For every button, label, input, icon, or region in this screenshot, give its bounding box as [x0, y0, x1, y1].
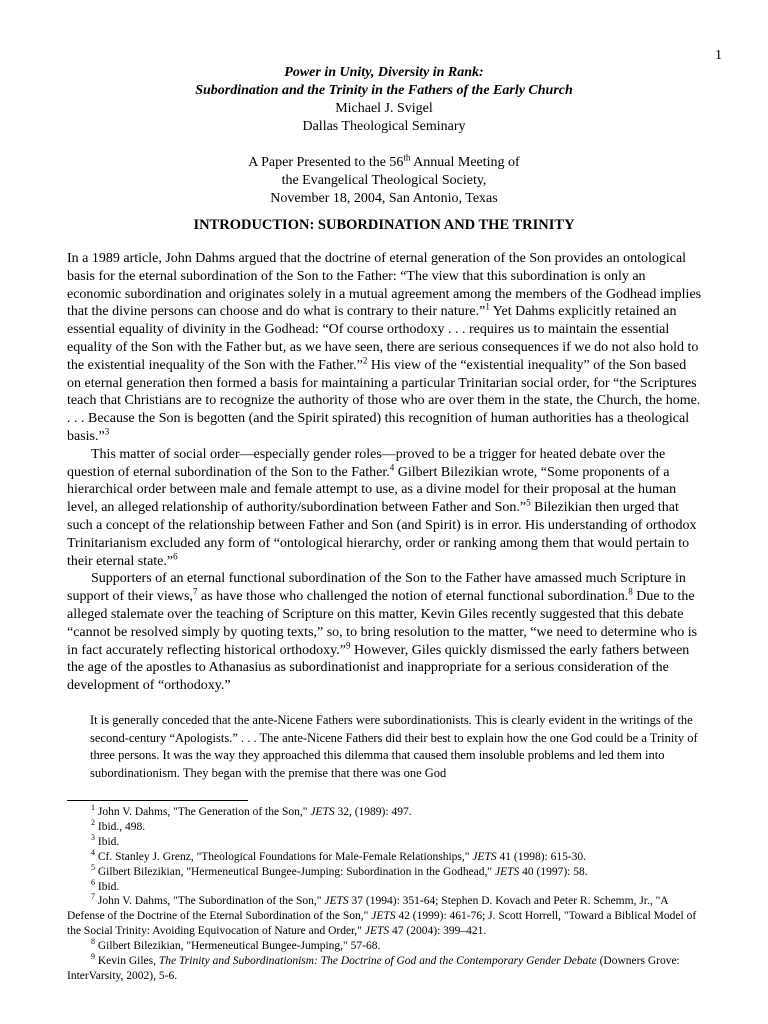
footnote-5: $^5$ Gilbert Bilezikian, "Hermeneutical Bungee-Jumping: Subordination in the Godhead," JETS 40 (1997): 58.: [91, 862, 588, 878]
footnote-ref: 8: [628, 586, 633, 597]
footnote-7: $^7$ John V. Dahms, "The Subordination of the Son," JETS 37 (1994): 351-64; Stephen D. Kovach and Peter R. Schemm, Jr., "A Defense of the Doctrine of the Eternal Subordination of the Son," JETS 42 (1999): 461-76; J. Scott Horrell, "Toward a Biblical Model of the Social Trinity: Avoiding Equivocation of Nature and Order," JETS 47 (2004): 399–421.: [67, 892, 697, 938]
date-place-line: November 18, 2004, San Antonio, Texas: [270, 191, 498, 206]
footnote-ref: 7: [192, 586, 198, 597]
footnote-ref: 4: [389, 461, 395, 472]
footnote-ref: 6: [173, 550, 178, 561]
title-line-1: Power in Unity, Diversity in Rank:: [284, 65, 484, 80]
section-heading: INTRODUCTION: SUBORDINATION AND THE TRINITY: [193, 217, 575, 233]
block-quote: It is generally conceded that the ante-Nicene Fathers were subordinationists. This is clearly evident in the writings of the second-century “Apologists.” . . . The ante-Nicene Fathers did their best to explain how the one God could be a Trinity of three persons. It was the way they approached this dilemma that caused them insoluble problems and led them into subordinationism. They began with the premise that there was one God: [90, 713, 698, 780]
footnote-divider: [67, 800, 248, 801]
footnote-ref: 1: [485, 301, 490, 312]
footnote-9: $^9$ Kevin Giles, The Trinity and Subordinationism: The Doctrine of God and the Contemporary Gender Debate (Downers Grove: InterVarsity, 2002), 5-6.: [67, 952, 680, 982]
footnote-2: $^2$ Ibid., 498.: [91, 818, 146, 833]
footnote-6: $^6$ Ibid.: [91, 877, 120, 893]
author: Michael J. Svigel: [335, 101, 433, 116]
footnote-ref: 5: [526, 497, 531, 508]
paragraph-1: In a 1989 article, John Dahms argued that the doctrine of eternal generation of the Son provides an ontological basis for the eternal subordination of the Son to the Father: “The view that this subordination is only an economic subordination and originates solely in a mutual agreement among the members of the Godhead implies that the divine persons can choose and do what is contrary to their nature.”$^1$ Yet Dahms explicitly retained an essential equality of divinity in the Godhead: “Of course orthodoxy . . . requires us to maintain the essential equality of the Son with the Father but, as we have seen, there are serious consequences if we do not also hold to the existential inequality of the Son with the Father.”$^2$ His view of the “existential inequality” of the Son based on eternal generation then formed a basis for maintaining a particular Trinitarian social order, for “the Scriptures teach that Christians are to recognize the authority of those who are over them in the state, the Church, the home. . . . Because the Son is begotten (and the Spirit spirated) this recognition of human authorities has a theological basis.”$^3$: [67, 251, 702, 444]
footnote-ref: 2: [362, 355, 368, 366]
presentation-line: A Paper Presented to the 56th Annual Meeting of: [248, 152, 520, 170]
title-block: [0, 64, 768, 208]
footnote-ref: 9: [345, 639, 351, 650]
paragraph-3: Supporters of an eternal functional subordination of the Son to the Father have amassed much Scripture in support of their views,$^7$ as have those who challenged the notion of eternal functional subordination.$^8$ Due to the alleged stalemate over the teaching of Scripture on this matter, Kevin Giles recently suggested that this debate “cannot be resolved simply by quoting texts,” so, to bring resolution to the matter, “we need to determine who is in fact accurately reflecting historical orthodoxy.”$^9$ However, Giles quickly dismissed the early fathers between the age of the apostles to Athanasius as subordinationist and inappropriate for a serious consideration of the development of “orthodoxy.”: [67, 571, 698, 694]
footnote-8: $^8$ Gilbert Bilezikian, "Hermeneutical Bungee-Jumping," 57-68.: [91, 937, 381, 953]
footnotes: [67, 805, 703, 984]
institution: Dallas Theological Seminary: [302, 119, 466, 134]
title-line-2: Subordination and the Trinity in the Fathers of the Early Church: [195, 83, 573, 98]
society-line: the Evangelical Theological Society,: [281, 173, 487, 188]
body-text: [67, 250, 703, 695]
footnote-4: $^4$ Cf. Stanley J. Grenz, "Theological Foundations for Male-Female Relationships," JETS 41 (1998): 615-30.: [91, 847, 587, 863]
footnote-1: $^1$ John V. Dahms, "The Generation of the Son," JETS 32, (1989): 497.: [91, 803, 412, 818]
footnote-3: $^3$ Ibid.: [91, 832, 120, 848]
footnote-ref: 3: [104, 426, 110, 437]
paragraph-2: This matter of social order—especially gender roles—proved to be a trigger for heated debate over the question of eternal subordination of the Son to the Father.$^4$ Gilbert Bilezikian wrote, “Some proponents of a hierarchical order between male and female attempt to use, as a divine model for their proposal at the human level, an alleged relationship of authority/subordination between Father and Son.”$^5$ Bilezikian then urged that such a concept of the relationship between Father and Son (and Spirit) is in error. His understanding of orthodox Trinitarianism excluded any form of “ontological hierarchy, order or ranking among them that would pertain to their eternal state.”$^6$: [67, 446, 697, 569]
page-number: 1: [715, 48, 722, 63]
